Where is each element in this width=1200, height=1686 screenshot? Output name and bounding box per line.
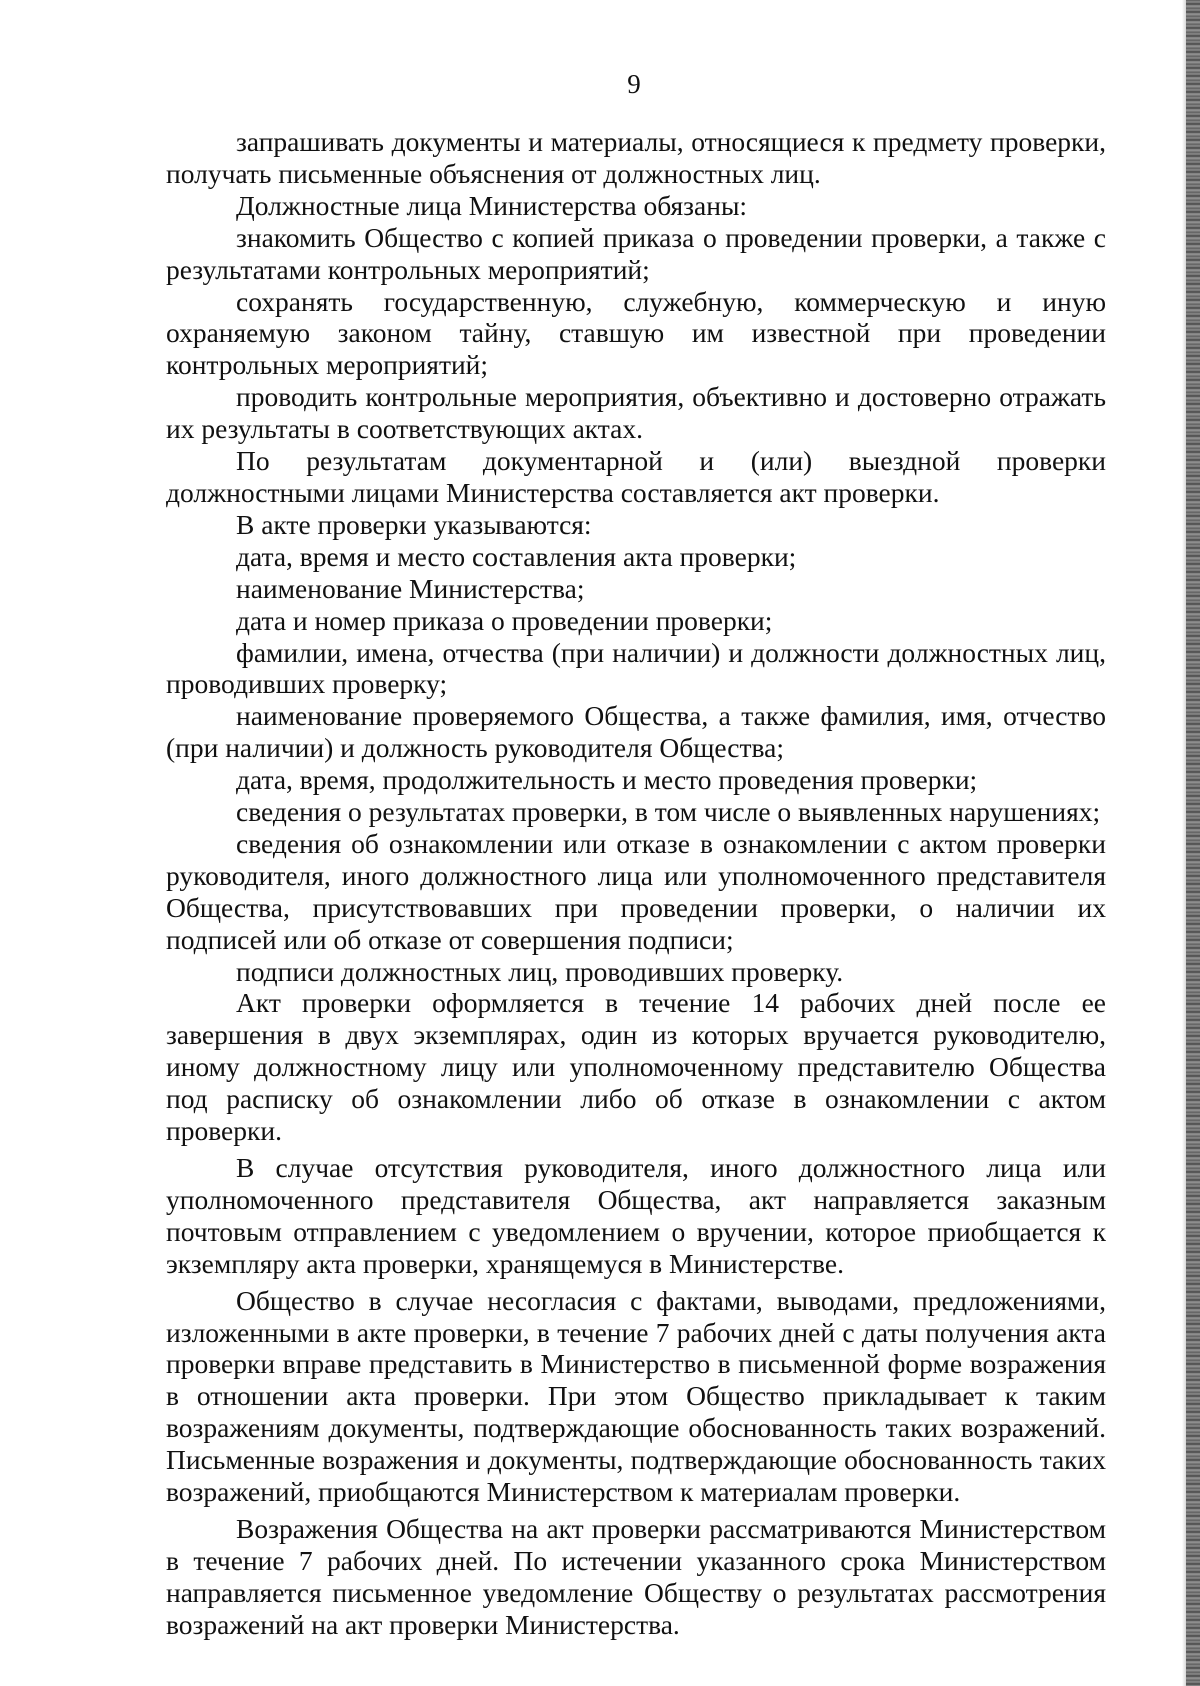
list-item: дата, время и место составления акта проверки;: [236, 540, 797, 572]
paragraph: запрашивать документы и материалы, относящиеся к предмету проверки, получать письменные объяснения от должностных лиц.: [166, 126, 1106, 189]
scan-edge: [1186, 0, 1200, 1686]
list-item: сведения об ознакомлении или отказе в ознакомлении с актом проверки руководителя, иного должностного лица или уполномоченного представителя Общества, присутствовавших при проведении проверки, о наличии их подписей или об отказе от совершения подписи;: [166, 827, 1106, 955]
paragraph: знакомить Общество с копией приказа о проведении проверки, а также с результатами контрольных мероприятий;: [166, 221, 1106, 285]
paragraph: Акт проверки оформляется в течение 14 рабочих дней после ее завершения в двух экземплярах, один из которых вручается руководителю, иному должностному лицу или уполномоченному представителю Общества под расписку об ознакомлении либо об отказе в ознакомлении с актом проверки.: [166, 987, 1106, 1147]
list-item: дата и номер приказа о проведении проверки;: [236, 604, 773, 636]
list-item: подписи должностных лиц, проводивших проверку.: [236, 955, 844, 987]
list-item: дата, время, продолжительность и место проведения проверки;: [236, 764, 978, 796]
list-item: сведения о результатах проверки, в том числе о выявленных нарушениях;: [236, 796, 1101, 828]
paragraph: Должностные лица Министерства обязаны:: [236, 189, 748, 221]
page-number: 9: [627, 69, 641, 99]
paragraph: В случае отсутствия руководителя, иного должностного лица или уполномоченного представителя Общества, акт направляется заказным почтовым отправлением с уведомлением о вручении, которое приобщается к экземпляру акта проверки, хранящемуся в Министерстве.: [166, 1152, 1106, 1279]
paragraph: проводить контрольные мероприятия, объективно и достоверно отражать их результаты в соответствующих актах.: [166, 381, 1106, 445]
document-body: [166, 126, 1106, 1641]
paragraph: По результатам документарной и (или) выездной проверки должностными лицами Министерства составляется акт проверки.: [166, 445, 1106, 508]
list-item: фамилии, имена, отчества (при наличии) и должности должностных лиц, проводивших проверку;: [166, 636, 1106, 700]
paragraph: Общество в случае несогласия с фактами, выводами, предложениями, изложенными в акте проверки, в течение 7 рабочих дней с даты получения акта проверки вправе представить в Министерство в письменной форме возражения в отношении акта проверки. При этом Общество прикладывает к таким возражениям документы, подтверждающие обоснованность таких возражений. Письменные возражения и документы, подтверждающие обоснованность таких возражений, приобщаются Министерством к материалам проверки.: [166, 1284, 1106, 1508]
list-item: наименование Министерства;: [236, 572, 585, 604]
paragraph: сохранять государственную, служебную, коммерческую и иную охраняемую законом тайну, ставшую им известной при проведении контрольных мероприятий;: [166, 285, 1106, 381]
list-item: наименование проверяемого Общества, а также фамилия, имя, отчество (при наличии) и должность руководителя Общества;: [166, 700, 1106, 764]
paragraph: Возражения Общества на акт проверки рассматриваются Министерством в течение 7 рабочих дней. По истечении указанного срока Министерством направляется письменное уведомление Обществу о результатах рассмотрения возражений на акт проверки Министерства.: [166, 1512, 1106, 1640]
paragraph: В акте проверки указываются:: [236, 508, 592, 540]
